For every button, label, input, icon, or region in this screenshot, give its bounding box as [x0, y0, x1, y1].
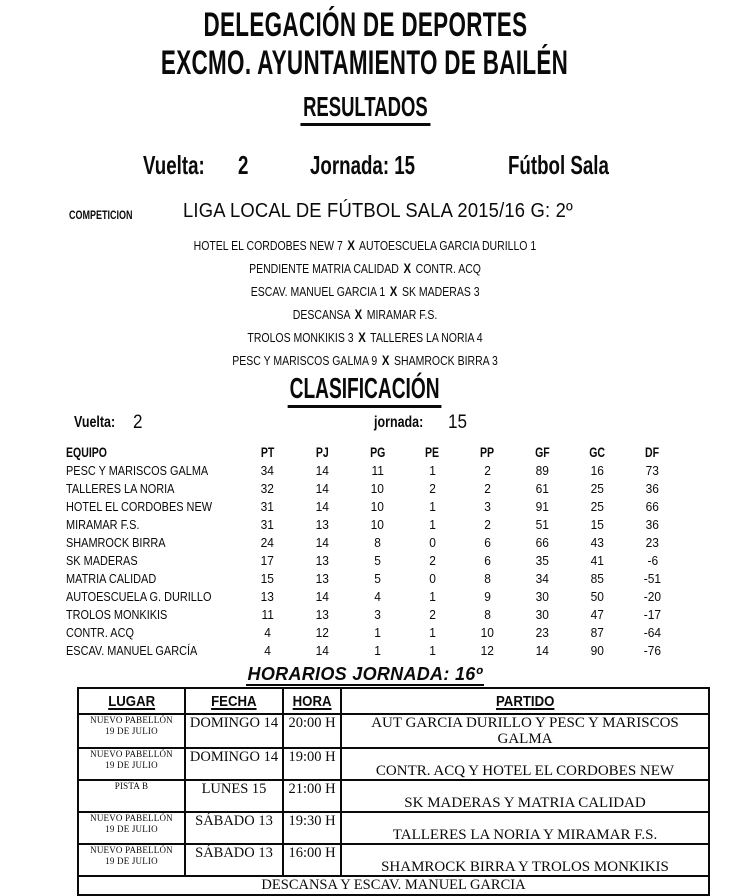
match-cell: SK MADERAS Y MATRIA CALIDAD: [341, 780, 709, 812]
versus-separator: X: [389, 284, 398, 299]
date-cell: DOMINGO 14: [185, 748, 283, 780]
classification-title: CLASIFICACIÓN: [248, 373, 481, 405]
col-df: DF: [645, 444, 660, 460]
time-cell: 21:00 H: [283, 780, 341, 812]
versus-separator: X: [347, 238, 356, 253]
match-cell: CONTR. ACQ Y HOTEL EL CORDOBES NEW: [341, 748, 709, 780]
vuelta-label: Vuelta:: [143, 150, 205, 180]
match-cell: TALLERES LA NORIA Y MIRAMAR F.S.: [341, 812, 709, 844]
table-row: PESC Y MARISCOS GALMA 34 14 11 1 2 89 16 73: [66, 462, 659, 478]
team-name: PESC Y MARISCOS GALMA: [66, 462, 209, 478]
schedule-footer-row: [78, 876, 709, 895]
col-hora: HORA: [283, 688, 341, 714]
schedule-row: [78, 844, 709, 876]
competition-label: COMPETICION: [69, 208, 133, 222]
result-line: PENDIENTE MATRIA CALIDAD X CONTR. ACQ: [249, 261, 481, 276]
col-pj: PJ: [315, 444, 329, 460]
classification-table: [66, 443, 680, 659]
result-line: DESCANSA X MIRAMAR F.S.: [292, 307, 438, 322]
clasif-jornada-value: 15: [448, 412, 468, 433]
versus-separator: X: [381, 353, 390, 368]
schedule-row: [78, 748, 709, 780]
col-equipo: EQUIPO: [66, 444, 107, 460]
versus-separator: X: [403, 261, 411, 276]
schedule-row: [78, 812, 709, 844]
clasif-vuelta-value: 2: [133, 412, 143, 433]
team-name: AUTOESCUELA G. DURILLO: [66, 588, 212, 604]
schedule-header-row: [78, 688, 709, 714]
org-title-line2: EXCMO. AYUNTAMIENTO DE BAILÉN: [161, 44, 569, 82]
col-pp: PP: [480, 444, 495, 460]
col-lugar: LUGAR: [78, 688, 185, 714]
result-line: HOTEL EL CORDOBES NEW 7 X AUTOESCUELA GARCIA DURILLO 1: [193, 238, 537, 253]
date-cell: LUNES 15: [185, 780, 283, 812]
time-cell: 20:00 H: [283, 714, 341, 748]
results-list: [0, 234, 730, 372]
results-section: [0, 92, 730, 126]
team-name: TROLOS MONKIKIS: [66, 606, 168, 622]
table-row: ESCAV. MANUEL GARCÍA 4 14 1 1 12 14 90 -76: [66, 642, 661, 658]
org-title-line1: DELEGACIÓN DE DEPORTES: [203, 6, 527, 44]
venue-cell: PISTA B: [78, 780, 185, 812]
competition-name: LIGA LOCAL DE FÚTBOL SALA 2015/16 G: 2º: [183, 200, 573, 222]
clasif-vuelta-label: Vuelta:: [74, 414, 116, 431]
team-name: CONTR. ACQ: [66, 624, 134, 640]
classification-header-row: [66, 443, 680, 461]
venue-cell: NUEVO PABELLÓN 19 DE JULIO: [78, 748, 185, 780]
result-line: TROLOS MONKIKIS 3 X TALLERES LA NORIA 4: [247, 330, 483, 345]
time-cell: 19:30 H: [283, 812, 341, 844]
team-name: MIRAMAR F.S.: [66, 516, 140, 532]
col-gf: GF: [535, 444, 550, 460]
table-row: TALLERES LA NORIA 32 14 10 2 2 61 25 36: [66, 480, 659, 496]
col-gc: GC: [589, 444, 606, 460]
result-line: ESCAV. MANUEL GARCIA 1 X SK MADERAS 3: [250, 284, 480, 299]
table-row: SK MADERAS 17 13 5 2 6 35 41 -6: [66, 552, 658, 568]
team-name: HOTEL EL CORDOBES NEW: [66, 498, 213, 514]
vuelta-value: 2: [238, 150, 249, 180]
sport-label: Fútbol Sala: [508, 150, 609, 180]
schedule-row: [78, 714, 709, 748]
date-cell: SÁBADO 13: [185, 812, 283, 844]
clasif-jornada-label: jornada:: [374, 414, 424, 431]
col-pg: PG: [369, 444, 385, 460]
time-cell: 16:00 H: [283, 844, 341, 876]
team-name: TALLERES LA NORIA: [66, 480, 175, 496]
team-name: MATRIA CALIDAD: [66, 570, 157, 586]
classification-subheader: [0, 411, 730, 437]
venue-cell: NUEVO PABELLÓN 19 DE JULIO: [78, 714, 185, 748]
schedule-title: HORARIOS JORNADA: 16º: [247, 664, 483, 684]
table-row: AUTOESCUELA G. DURILLO 13 14 4 1 9 30 50 -20: [66, 588, 661, 604]
team-name: SHAMROCK BIRRA: [66, 534, 166, 550]
col-pe: PE: [425, 444, 440, 460]
table-row: TROLOS MONKIKIS 11 13 3 2 8 30 47 -17: [66, 606, 661, 622]
versus-separator: X: [354, 307, 363, 322]
table-row: MATRIA CALIDAD 15 13 5 0 8 34 85 -51: [66, 570, 661, 586]
team-name: ESCAV. MANUEL GARCÍA: [66, 642, 198, 658]
venue-cell: NUEVO PABELLÓN 19 DE JULIO: [78, 812, 185, 844]
col-pt: PT: [260, 444, 275, 460]
schedule-section: [0, 664, 730, 686]
venue-cell: NUEVO PABELLÓN 19 DE JULIO: [78, 844, 185, 876]
team-name: SK MADERAS: [66, 552, 138, 568]
table-row: SHAMROCK BIRRA 24 14 8 0 6 66 43 23: [66, 534, 659, 550]
date-cell: DOMINGO 14: [185, 714, 283, 748]
schedule-row: [78, 780, 709, 812]
document-page: [0, 6, 730, 893]
table-row: HOTEL EL CORDOBES NEW 31 14 10 1 3 91 25 66: [66, 498, 659, 514]
bye-match-cell: DESCANSA Y ESCAV. MANUEL GARCIA: [78, 876, 709, 895]
date-cell: SÁBADO 13: [185, 844, 283, 876]
match-cell: SHAMROCK BIRRA Y TROLOS MONKIKIS: [341, 844, 709, 876]
round-info-row: [0, 150, 730, 182]
table-row: MIRAMAR F.S. 31 13 10 1 2 51 15 36: [66, 516, 659, 532]
table-row: CONTR. ACQ 4 12 1 1 10 23 87 -64: [66, 624, 661, 640]
jornada-label: Jornada: 15: [310, 150, 416, 180]
schedule-table: [77, 687, 710, 896]
match-cell: AUT GARCIA DURILLO Y PESC Y MARISCOS GALMA: [341, 714, 709, 748]
classification-section: [0, 374, 730, 408]
col-partido: PARTIDO: [341, 688, 709, 714]
time-cell: 19:00 H: [283, 748, 341, 780]
col-fecha: FECHA: [185, 688, 283, 714]
competition-row: [0, 200, 730, 228]
versus-separator: X: [358, 330, 366, 345]
result-line: PESC Y MARISCOS GALMA 9 X SHAMROCK BIRRA 3: [232, 353, 498, 368]
results-title: RESULTADOS: [267, 91, 464, 122]
